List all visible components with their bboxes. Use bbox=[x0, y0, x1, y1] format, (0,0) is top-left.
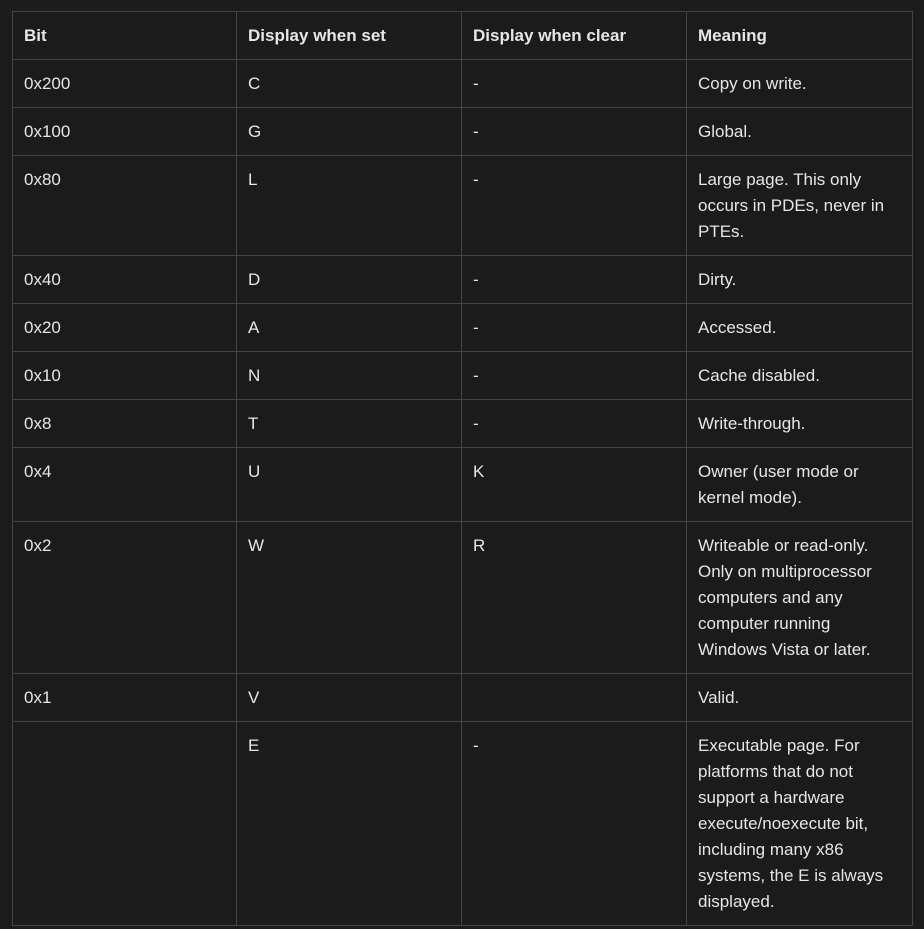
cell-display-when-set: N bbox=[237, 352, 462, 400]
header-row bbox=[13, 12, 913, 60]
cell-display-when-set: C bbox=[237, 60, 462, 108]
cell-meaning: Writeable or read-only. Only on multiprocessor computers and any computer running Windows Vista or later. bbox=[687, 522, 913, 674]
cell-display-when-set: E bbox=[237, 722, 462, 926]
cell-meaning: Copy on write. bbox=[687, 60, 913, 108]
table-header bbox=[13, 12, 913, 60]
table-row bbox=[13, 304, 913, 352]
cell-meaning: Write-through. bbox=[687, 400, 913, 448]
cell-meaning: Dirty. bbox=[687, 256, 913, 304]
cell-bit: 0x2 bbox=[13, 522, 237, 674]
cell-display-when-clear: - bbox=[462, 256, 687, 304]
cell-meaning: Accessed. bbox=[687, 304, 913, 352]
pte-flags-table bbox=[12, 11, 913, 926]
cell-meaning: Cache disabled. bbox=[687, 352, 913, 400]
cell-bit: 0x4 bbox=[13, 448, 237, 522]
cell-bit: 0x40 bbox=[13, 256, 237, 304]
table-row bbox=[13, 722, 913, 926]
cell-display-when-clear: - bbox=[462, 352, 687, 400]
table-row bbox=[13, 108, 913, 156]
cell-display-when-clear: - bbox=[462, 108, 687, 156]
header-display-when-clear: Display when clear bbox=[462, 12, 687, 60]
cell-bit: 0x8 bbox=[13, 400, 237, 448]
cell-display-when-clear: - bbox=[462, 400, 687, 448]
cell-bit: 0x20 bbox=[13, 304, 237, 352]
cell-display-when-clear: R bbox=[462, 522, 687, 674]
cell-meaning: Executable page. For platforms that do not support a hardware execute/noexecute bit, including many x86 systems, the E is always displayed. bbox=[687, 722, 913, 926]
cell-display-when-clear: - bbox=[462, 156, 687, 256]
cell-meaning: Global. bbox=[687, 108, 913, 156]
cell-display-when-set: L bbox=[237, 156, 462, 256]
cell-bit: 0x200 bbox=[13, 60, 237, 108]
cell-display-when-set: G bbox=[237, 108, 462, 156]
cell-bit bbox=[13, 722, 237, 926]
cell-display-when-clear: - bbox=[462, 60, 687, 108]
cell-bit: 0x80 bbox=[13, 156, 237, 256]
table-row bbox=[13, 400, 913, 448]
cell-meaning: Large page. This only occurs in PDEs, never in PTEs. bbox=[687, 156, 913, 256]
cell-display-when-clear bbox=[462, 674, 687, 722]
header-display-when-set: Display when set bbox=[237, 12, 462, 60]
cell-bit: 0x10 bbox=[13, 352, 237, 400]
cell-display-when-set: D bbox=[237, 256, 462, 304]
table-row bbox=[13, 522, 913, 674]
cell-meaning: Valid. bbox=[687, 674, 913, 722]
table-body bbox=[13, 60, 913, 926]
table-row bbox=[13, 156, 913, 256]
header-bit: Bit bbox=[13, 12, 237, 60]
cell-display-when-set: A bbox=[237, 304, 462, 352]
cell-display-when-set: W bbox=[237, 522, 462, 674]
cell-display-when-set: U bbox=[237, 448, 462, 522]
cell-display-when-set: T bbox=[237, 400, 462, 448]
header-meaning: Meaning bbox=[687, 12, 913, 60]
table-row bbox=[13, 256, 913, 304]
table-row bbox=[13, 60, 913, 108]
cell-display-when-set: V bbox=[237, 674, 462, 722]
cell-display-when-clear: - bbox=[462, 722, 687, 926]
table-row bbox=[13, 448, 913, 522]
table-row bbox=[13, 674, 913, 722]
cell-bit: 0x100 bbox=[13, 108, 237, 156]
cell-bit: 0x1 bbox=[13, 674, 237, 722]
table-row bbox=[13, 352, 913, 400]
pte-flags-table-container bbox=[12, 11, 912, 926]
cell-display-when-clear: - bbox=[462, 304, 687, 352]
cell-display-when-clear: K bbox=[462, 448, 687, 522]
cell-meaning: Owner (user mode or kernel mode). bbox=[687, 448, 913, 522]
